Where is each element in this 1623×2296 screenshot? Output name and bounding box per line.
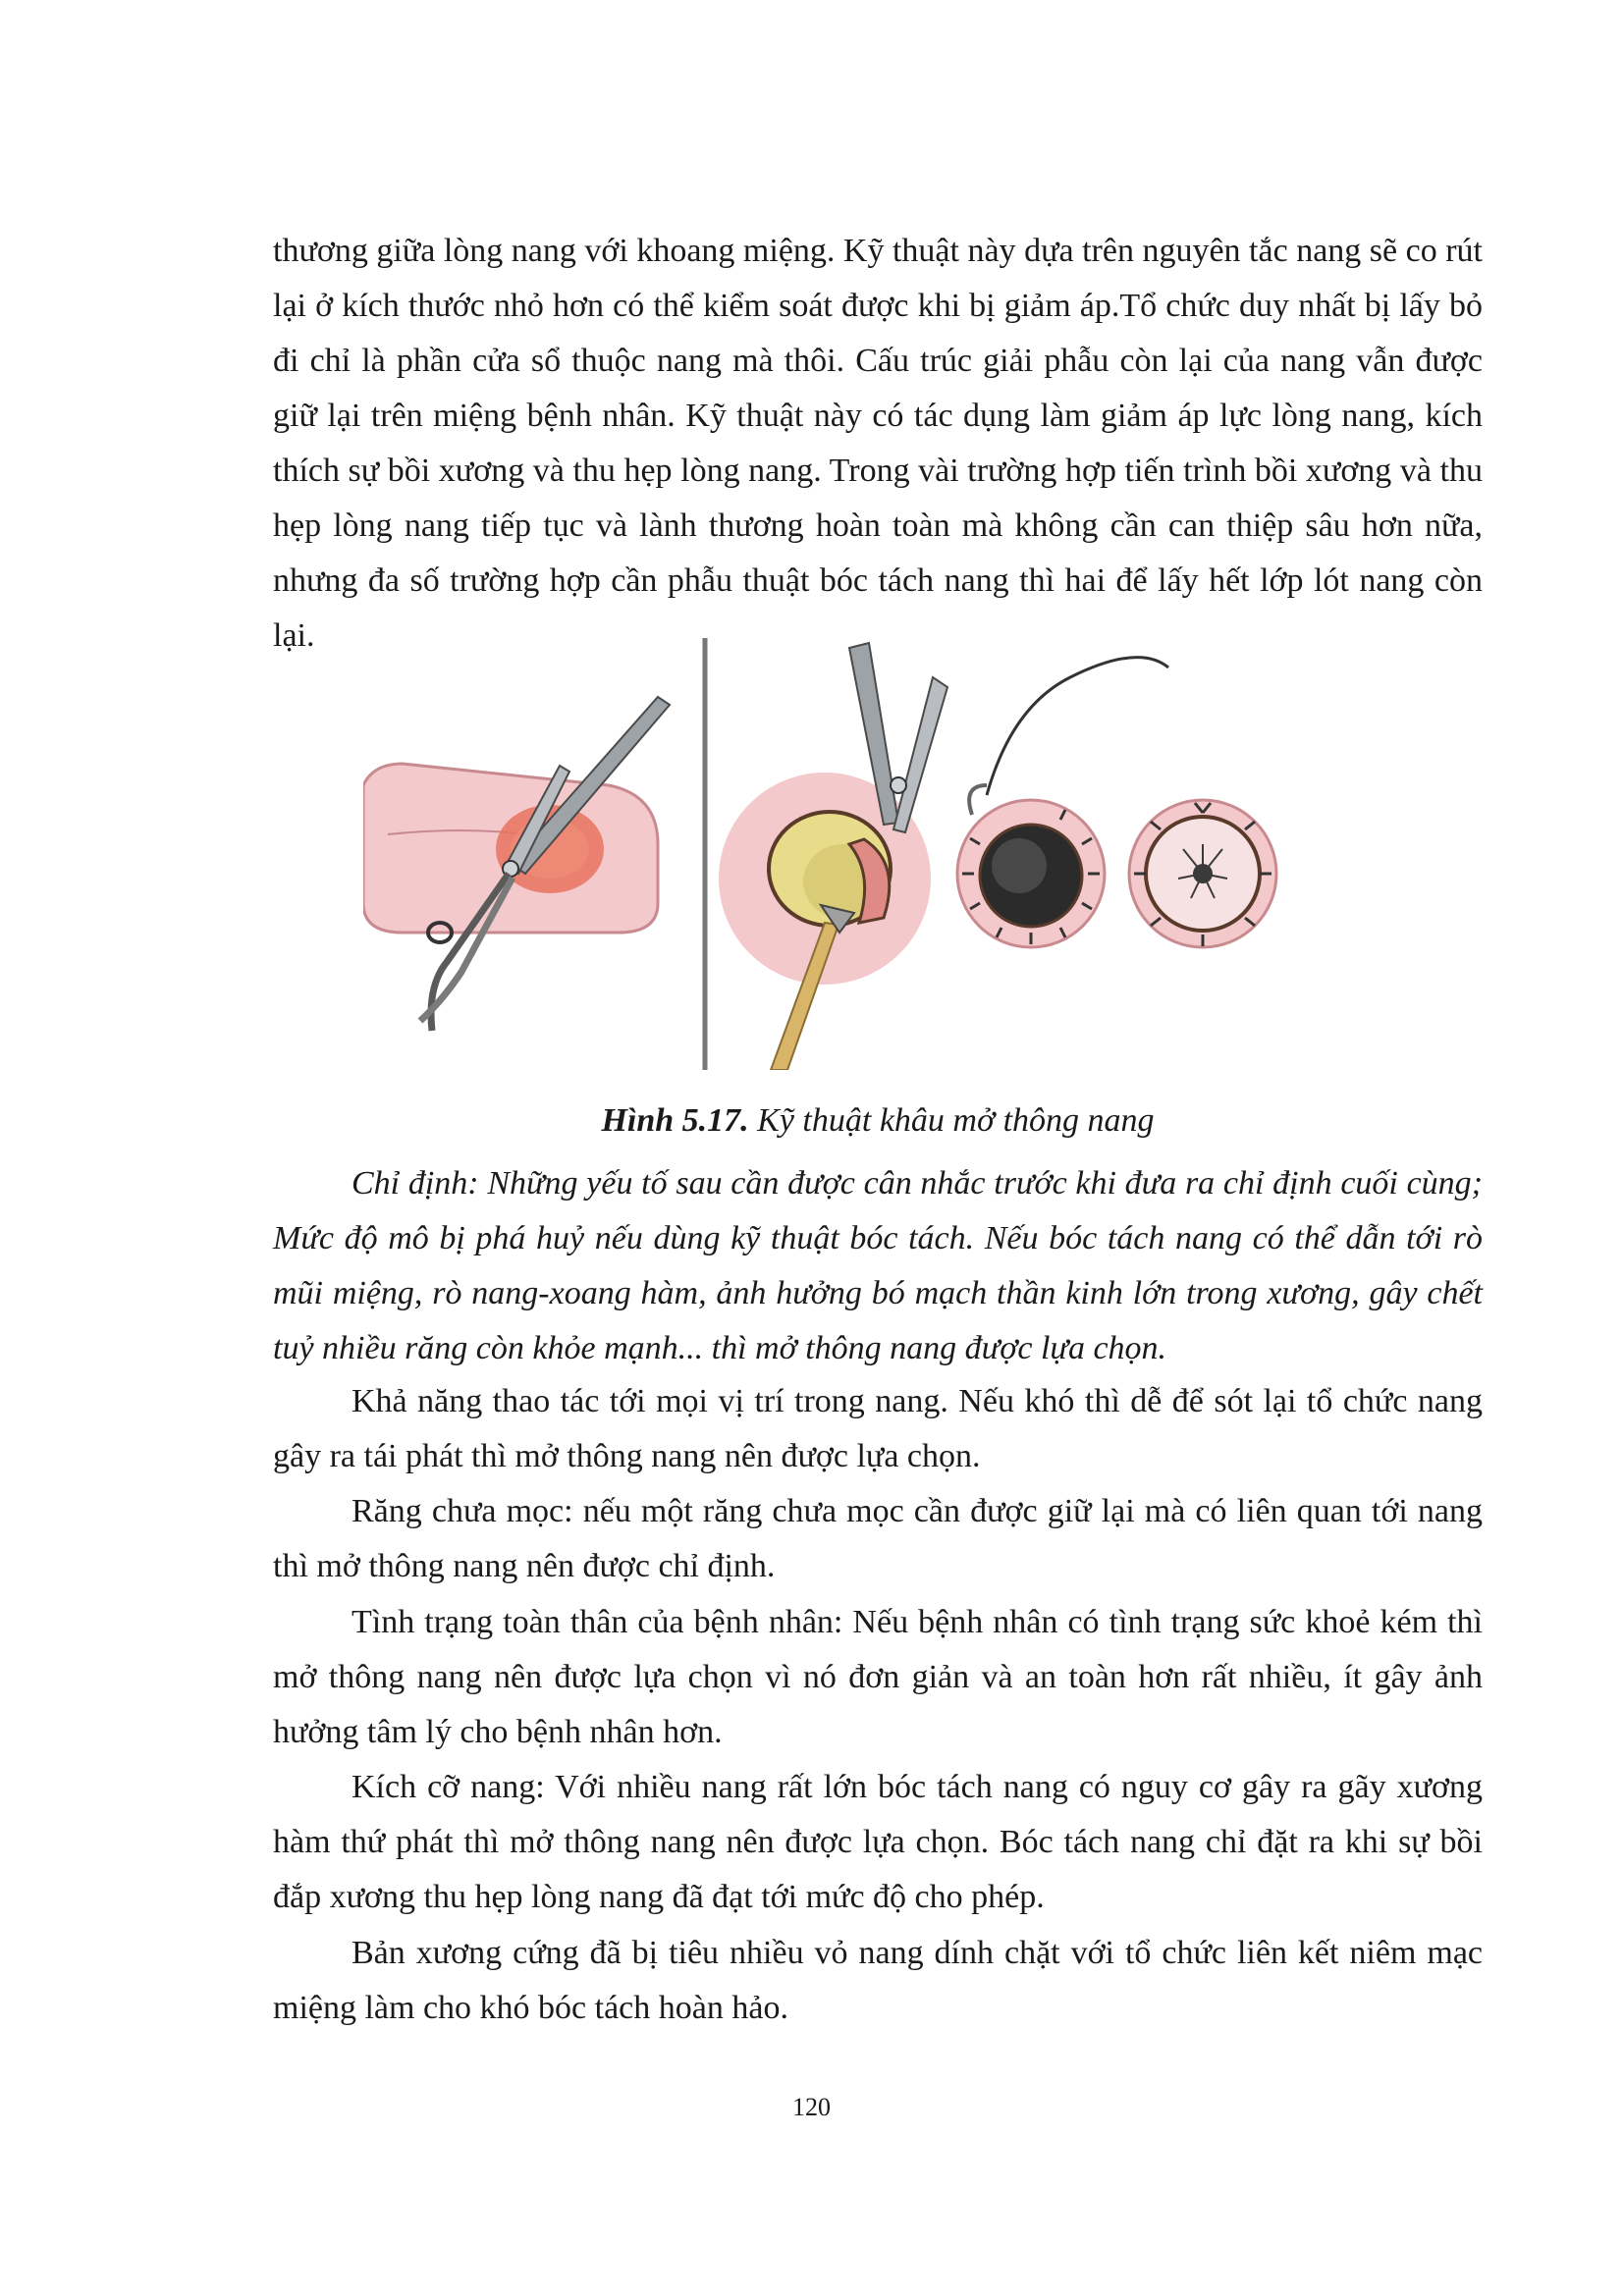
paragraph-text: Răng chưa mọc: nếu một răng chưa mọc cần được giữ lại mà có liên quan tới nang thì mở thông nang nên được chỉ định.: [273, 1493, 1483, 1584]
indications-paragraph: [273, 1156, 1483, 1376]
page-number: 120: [792, 2093, 831, 2121]
paragraph-unerupted-tooth: [273, 1484, 1483, 1594]
paragraph-text: Tình trạng toàn thân của bệnh nhân: Nếu bệnh nhân có tình trạng sức khoẻ kém thì mở thông nang nên được lựa chọn vì nó đơn giản và an toàn hơn rất nhiều, ít gây ảnh hưởng tâm lý cho bệnh nhân hơn.: [273, 1604, 1483, 1750]
paragraph-text: Kích cỡ nang: Với nhiều nang rất lớn bóc tách nang có nguy cơ gây ra gãy xương hàm thứ phát thì mở thông nang nên được lựa chọn. Bóc tách nang chỉ đặt ra khi sự bồi đắp xương thu hẹp lòng nang đã đạt tới mức độ cho phép.: [273, 1769, 1483, 1915]
figure-label: Hình 5.17.: [601, 1102, 749, 1139]
paragraph-cyst-size: [273, 1760, 1483, 1925]
paragraph-cortical-plate: [273, 1926, 1483, 2036]
panel-sutured: [1129, 800, 1276, 947]
figure-title: Kỹ thuật khâu mở thông nang: [748, 1102, 1155, 1139]
paragraph-access: [273, 1374, 1483, 1484]
cyst-lining-highlight: [992, 838, 1047, 893]
intro-paragraph: [273, 224, 1483, 664]
paragraph-general-condition: [273, 1595, 1483, 1760]
paragraph-text: Chỉ định: Những yếu tố sau cần được cân nhắc trước khi đưa ra chỉ định cuối cùng; Mức độ mô bị phá huỷ nếu dùng kỹ thuật bóc tách. Nếu bóc tách nang có thể dẫn tới rò mũi miệng, rò nang-xoang hàm, ảnh hưởng bó mạch thần kinh lớn trong xương, gây chết tuỷ nhiều răng còn khỏe mạnh... thì mở thông nang được lựa chọn.: [273, 1165, 1483, 1366]
panel-excision: [719, 643, 947, 1070]
figure-5-17-illustration: [363, 638, 1286, 1070]
figure-caption: [273, 1097, 1483, 1145]
paragraph-text: Khả năng thao tác tới mọi vị trí trong nang. Nếu khó thì dễ để sót lại tổ chức nang gây ra tái phát thì mở thông nang nên được lựa chọn.: [273, 1383, 1483, 1474]
central-point: [1193, 864, 1213, 883]
paragraph-text: Bản xương cứng đã bị tiêu nhiều vỏ nang dính chặt với tổ chức liên kết niêm mạc miệng làm cho khó bóc tách hoàn hảo.: [273, 1935, 1483, 2026]
suture-needle: [969, 785, 987, 815]
panel-incision: [363, 697, 670, 1031]
scissor-pivot: [891, 777, 906, 793]
scissor-blade-lower: [893, 677, 947, 832]
paragraph-text: thương giữa lòng nang với khoang miệng. Kỹ thuật này dựa trên nguyên tắc nang sẽ co rút lại ở kích thước nhỏ hơn có thể kiểm soát được khi bị giảm áp.Tổ chức duy nhất bị lấy bỏ đi chỉ là phần cửa sổ thuộc nang mà thôi. Cấu trúc giải phẫu còn lại của nang vẫn được giữ lại trên miệng bệnh nhân. Kỹ thuật này có tác dụng làm giảm áp lực lòng nang, kích thích sự bồi xương và thu hẹp lòng nang. Trong vài trường hợp tiến trình bồi xương và thu hẹp lòng nang tiếp tục và lành thương hoàn toàn mà không cần can thiệp sâu hơn nữa, nhưng đa số trường hợp cần phẫu thuật bóc tách nang thì hai để lấy hết lớp lót nang còn lại.: [273, 233, 1483, 654]
suture-thread: [987, 658, 1168, 795]
